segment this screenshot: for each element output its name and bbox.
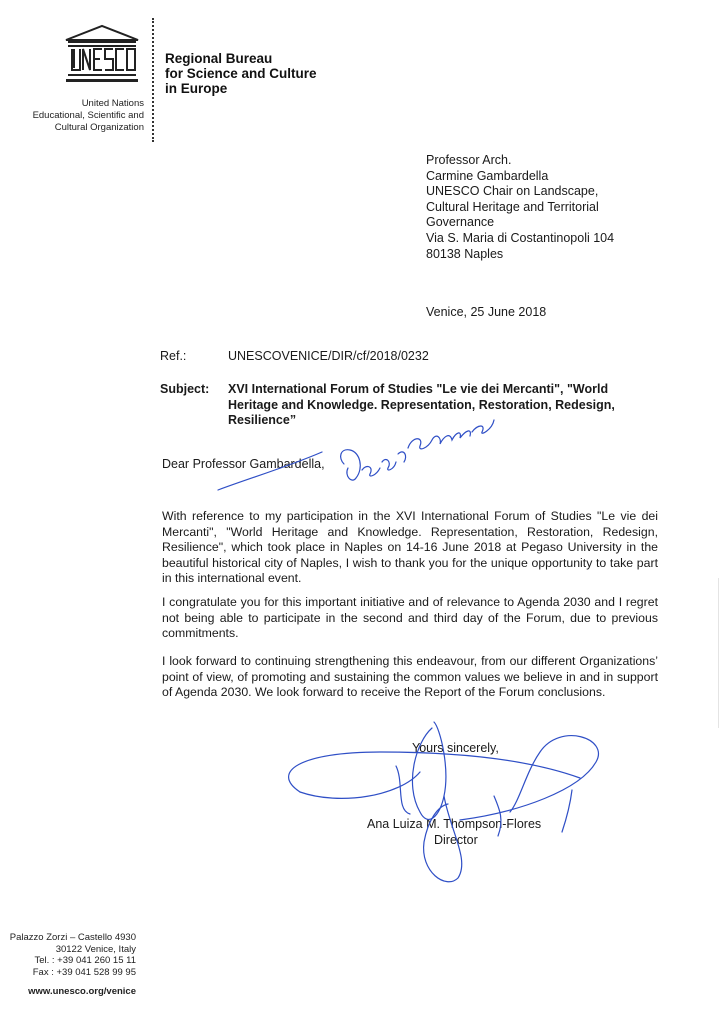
unesco-logo [60,22,144,102]
handwritten-annotation [362,467,380,476]
footer-line: Fax : +39 041 528 99 95 [32,966,136,978]
address-line: Carmine Gambardella [426,168,549,183]
signature-stroke [562,790,572,832]
footer-line: 30122 Venice, Italy [55,943,136,955]
bureau-line: for Science and Culture [165,66,317,81]
address-line: Cultural Heritage and Territorial [426,199,599,214]
signature-stroke [396,766,410,814]
signature-stroke [300,772,420,798]
website-link[interactable]: www.unesco.org/venice [28,986,136,997]
org-name-line: Cultural Organization [54,122,144,133]
address-line: Professor Arch. [426,153,512,167]
closing: Yours sincerely, [412,741,499,755]
signatory-name: Ana Luiza M. Thompson-Flores [367,817,542,831]
org-name-line: Educational, Scientific and [32,110,144,121]
footer-line: Tel. : +39 041 260 15 11 [34,955,136,966]
bureau-line: Regional Bureau [165,51,273,66]
handwritten-annotation [408,431,470,449]
ref-label: Ref.: [160,349,187,363]
handwritten-annotation [341,450,361,480]
signature-stroke [289,752,580,792]
handwritten-annotation [398,452,406,462]
bureau-line: in Europe [165,81,228,96]
address-line: UNESCO Chair on Landscape, [426,184,599,199]
subject-text: XVI International Forum of Studies "Le vie dei Mercanti", "World Heritage and Knowledge. Representation, Restoration, Redesign, Resilience” [228,382,615,428]
footer-line: Palazzo Zorzi – Castello 4930 [9,932,136,943]
organization-name [0,98,144,134]
body-paragraph: I look forward to continuing strengthening this endeavour, from our different Organizations’ point of view, of promoting and sustaining the common values we believe in and in support of Agenda 2030. We look forward to receive the Report of the Forum conclusions. [162,654,658,700]
signatory-title: Director [434,833,478,847]
address-line: 80138 Naples [426,246,504,261]
letter-date: Venice, 25 June 2018 [426,305,547,319]
address-line: Governance [426,215,495,230]
recipient-address [426,153,656,262]
body-paragraph: I congratulate you for this important initiative and of relevance to Agenda 2030 and I regret not being able to participate in the second and third day of the Forum, due to previous commitments. [162,595,658,641]
ref-value: UNESCOVENICE/DIR/cf/2018/0232 [228,349,429,363]
footer-address [0,932,136,978]
body-paragraph: With reference to my participation in the XVI International Forum of Studies "Le vie dei Mercanti", "World Heritage and Knowledge. Representation, Restoration, Redesign, Resilience", which took place in Naples on 14-16 June 2018 at Pegaso University in the beautiful historical city of Naples, I wish to thank you for the unique opportunity to take part in this international event. [162,509,658,586]
org-name-line: United Nations [81,98,144,109]
signature-stroke [412,722,445,819]
subject-label: Subject: [160,382,210,396]
handwritten-annotation [382,460,396,470]
bureau-name [165,51,317,96]
dotted-divider [152,18,156,142]
address-line: Via S. Maria di Costantinopoli 104 [426,230,615,245]
scan-edge [718,578,724,728]
salutation: Dear Professor Gambardella, [162,457,325,471]
